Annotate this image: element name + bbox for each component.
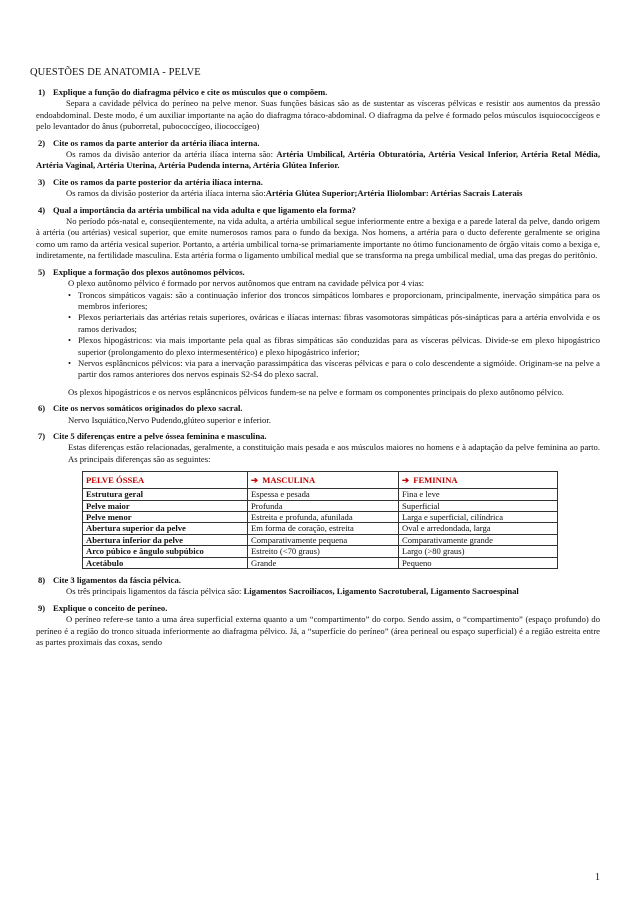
answer-text (36, 586, 600, 597)
comparison-table (82, 471, 558, 569)
answer-bold: Artéria Umbilical, Artéria Obturatória, Artéria Vesical Inferior, Artéria Retal Média, Artéria Vaginal, Artéria Uterina, Artéria Pudenda interna, Artéria Glútea Inferior. (36, 149, 600, 171)
answer-prefix: Os ramos da divisão posterior da artéria ilíaca interna são: (66, 188, 266, 199)
list-item: • Plexos periarteriais das artérias retais superiores, ováricas e ilíacas internas: fibras vasomotoras simpáticas pós-sinápticas para a artéria envolvida e os ramos derivados; (68, 312, 600, 334)
question-3 (38, 177, 600, 200)
bullet-icon: • (68, 335, 72, 346)
bullet-icon: • (68, 289, 72, 300)
bullet-icon: • (68, 312, 72, 323)
table-row: Acetábulo Grande Pequeno (83, 557, 558, 568)
question-text: Cite os ramos da parte anterior da artéria ilíaca interna. (53, 137, 260, 148)
table-row: Pelve maior Profunda Superficial (83, 500, 558, 511)
answer-text: O períneo refere-se tanto a uma área superficial externa quanto a um “compartimento” do corpo. Sendo assim, o “compartimento” (espaço profundo) do períneo é a região do tronco situada inferiormente ao diafragma pélvico. Já, a “superfície do períneo” (área perineal ou espaço superficial) é a região estreita entre as partes proximais das coxas, sendo (36, 614, 600, 648)
document-title: QUESTÕES DE ANATOMIA - PELVE (30, 67, 201, 78)
table-row: Estrutura geral Espessa e pesada Fina e leve (83, 489, 558, 500)
question-6 (38, 403, 600, 426)
arrow-right-icon: ➔ (402, 474, 410, 485)
list-item: • Nervos esplâncnicos pélvicos: via para a inervação parassimpática das vísceras pélvicas e para o colo descendente a sigmóide. Originam-se na pelve a partir dos ramos anteriores dos nervos espinais S2-S4 do plexo sacral. (68, 357, 600, 380)
question-number: 5) (38, 266, 46, 277)
question-number: 9) (38, 602, 46, 613)
question-number: 1) (38, 87, 46, 97)
answer-closing: Os plexos hipogástricos e os nervos esplâncnicos pélvicos fundem-se na pelve e formam os componentes principais do plexo autônomo pélvico. (68, 386, 564, 397)
answer-prefix: Os três principais ligamentos da fáscia pélvica são: (66, 586, 244, 597)
bullet-list (38, 290, 600, 381)
question-text: Cite os nervos somáticos originados do plexo sacral. (53, 403, 243, 414)
answer-text: No período pós-natal e, conseqüentemente, na vida adulta, a artéria umbilical segue inferiormente entre a bexiga e a parede lateral da pelve, dando origem à artéria (ou artérias) vesical superior, que emite numerosos ramos para o fundo da bexiga. Nos homens, a artéria para o ducto deferente geralmente se origina como um ramo da artéria vesical superior. Portanto, a artéria umbilical torna-se primariamente importante no ótimo funcionamento de órgão vitais como a bexiga e, indiretamente, na fertilidade masculina. Esta artéria forma o ligamento umbilical medial que se transforma na prega umbilical medial, uma das pregas do peritônio. (36, 216, 600, 261)
question-text: Cite os ramos da parte posterior da artéria ilíaca interna. (53, 176, 263, 187)
answer-text (36, 188, 600, 199)
table-row: Abertura superior da pelve Em forma de coração, estreita Oval e arredondada, larga (83, 523, 558, 534)
page-number: 1 (595, 872, 600, 883)
table-header-cell: ➔ FEMININA (399, 472, 558, 489)
question-2 (38, 138, 600, 172)
answer-bold: Ligamentos Sacroilíacos, Ligamento Sacrotuberal, Ligamento Sacroespinal (243, 586, 519, 597)
answer-text: Estas diferenças estão relacionadas, geralmente, a constituição mais pesada e aos músculos maiores no homens e à adaptação da pelve feminina ao parto. As principais diferenças são as seguintes: (68, 442, 600, 464)
table-row: Arco púbico e ângulo subpúbico Estreito (<70 graus) Largo (>80 graus) (83, 546, 558, 557)
arrow-right-icon: ➔ (251, 474, 259, 485)
table-row: Abertura inferior da pelve Comparativamente pequena Comparativamente grande (83, 534, 558, 545)
question-text: Cite 5 diferenças entre a pelve óssea feminina e masculina. (53, 430, 267, 441)
answer-text: Separa a cavidade pélvica do períneo na pelve menor. Suas funções básicas são as de sustentar as vísceras pélvicas e resistir aos aumentos da pressão endoabdominal. Deste modo, é um auxiliar importante na ação do diafragma tóraco-abdominal. O diafragma da pelve é formado pelos músculos isquiococcígeos e pelo levantador do ânus (puborretal, pubococcígeo, iliococcígeo) (36, 98, 600, 132)
question-4 (38, 205, 600, 262)
question-text: Explique a função do diafragma pélvico e cite os músculos que o compõem. (53, 87, 328, 97)
question-number: 2) (38, 137, 46, 148)
question-5 (38, 267, 600, 398)
table-header-cell: ➔ MASCULINA (248, 472, 399, 489)
question-text: Explique a formação dos plexos autônomos pélvicos. (53, 266, 245, 277)
list-item: • Troncos simpáticos vagais: são a continuação inferior dos troncos simpáticos lombares e proporcionam, principalmente, inervação simpática para os membros inferiores; (68, 289, 600, 311)
question-text: Qual a importância da artéria umbilical na vida adulta e que ligamento ela forma? (53, 204, 356, 215)
question-number: 7) (38, 430, 46, 441)
question-number: 8) (38, 575, 46, 586)
question-number: 6) (38, 403, 46, 414)
question-7 (38, 431, 600, 569)
question-number: 3) (38, 176, 46, 187)
table-header-row (83, 472, 558, 489)
answer-bold: Artéria Glútea Superior;Artéria Iliolombar: Artérias Sacrais Laterais (265, 188, 523, 199)
table-row: Pelve menor Estreita e profunda, afunilada Larga e superficial, cilíndrica (83, 512, 558, 523)
table-header-cell: PELVE ÓSSEA (83, 472, 248, 489)
question-text: Cite 3 ligamentos da fáscia pélvica. (53, 575, 181, 586)
answer-text: Nervo Isquiático,Nervo Pudendo,glúteo superior e inferior. (68, 414, 271, 425)
question-9 (38, 603, 600, 649)
question-1 (38, 87, 600, 133)
answer-intro: O plexo autônomo pélvico é formado por nervos autônomos que entram na cavidade pélvica por 4 vias: (68, 278, 425, 289)
question-text: Explique o conceito de períneo. (53, 602, 168, 613)
list-item: • Plexos hipogástricos: via mais importante pela qual as fibras simpáticas são conduzidas para as vísceras pélvicas. Divide-se em plexo hipogástrico superior (prolongamento do plexo intermesentérico) e plexo hipogástrico inferior; (68, 335, 600, 357)
answer-text (36, 149, 600, 172)
question-number: 4) (38, 204, 46, 215)
answer-prefix: Os ramos da divisão anterior da artéria ilíaca interna são: (66, 149, 277, 160)
document-body (38, 87, 600, 653)
question-8 (38, 575, 600, 598)
bullet-icon: • (68, 357, 72, 368)
